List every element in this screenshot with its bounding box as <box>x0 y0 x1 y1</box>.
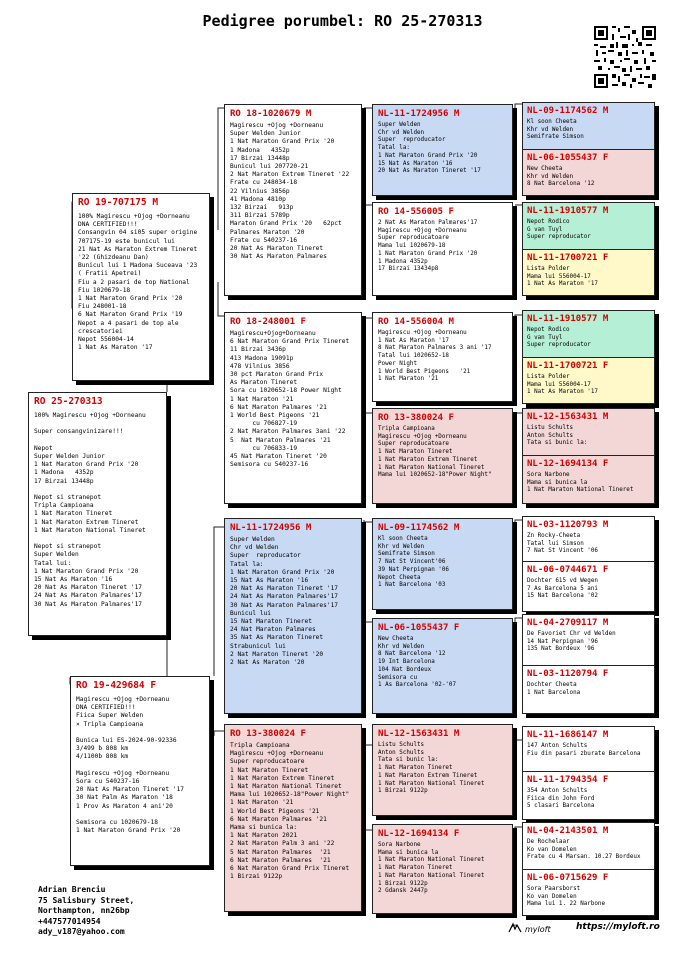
pigeon-notes: Nepot Rodico G van Tuyl Super reproducator <box>527 327 591 349</box>
ring-number: NL-03-1120793 M <box>527 520 609 530</box>
myloft-logo-icon <box>508 922 522 936</box>
qr-code <box>592 24 658 90</box>
ring-number: RO 14-556005 F <box>378 207 454 217</box>
pigeon-notes: 354 Anton Schults Fiica din John Ford 5 clasari Barcelona <box>527 788 595 810</box>
ring-number: NL-12-1563431 M <box>527 412 609 422</box>
pigeon-notes: Kl soon Cheeta Khr vd Welden Semifrate Simson 7 Nat St Vincent'06 39 Nat Perpignan '06 Nepot Cheeta 1 Nat Barcelona '03 <box>378 536 449 589</box>
pigeon-notes: Lista Polder Mama lui 556004-17 1 Nat As Maraton '17 <box>527 266 598 288</box>
pigeon-notes: Listu Schults Anton Schults Tata si bunic la: <box>527 425 588 447</box>
g4-pair-2 <box>522 202 655 296</box>
pigeon-notes: De Rochelaar Ko van Domelen Frate cu 4 Marsan. 10.27 Bordeux <box>527 839 641 861</box>
dsd-card <box>372 618 513 714</box>
ring-number: NL-11-1724956 M <box>378 109 460 119</box>
owner-city: Northampton, nn26bp <box>38 906 130 915</box>
myloft-logo <box>508 922 551 936</box>
sdd-card <box>372 408 513 504</box>
ring-number: RO 19-707175 M <box>78 197 159 208</box>
g4-pair-8 <box>522 822 655 916</box>
ring-number: NL-11-1794354 F <box>527 775 609 785</box>
pigeon-notes: Magirescu +Ojog +Dorneanu DNA CERTIFIED!!! Fiica Super Welden × Tripla Campioana Bunica lui ES-2024-90-92336 3/499 b 808 km 4/1100b 808 km Magirescu +Ojog +Dorneanu Sora cu 540237-16 20 Nat As Maraton Tineret '17 30 Nat Palm As Maraton '18 1 Prov As Maraton 4 ani'20 Semisora cu 1020679-18 1 Nat Maraton Grand Prix '20 <box>76 696 185 835</box>
g4-pair-7 <box>522 726 655 820</box>
g4-pair-4 <box>522 408 655 504</box>
dss-card <box>372 518 513 610</box>
pigeon-notes: Dochter Cheeta 1 Nat Barcelona <box>527 682 581 696</box>
ring-number: NL-12-1694134 F <box>527 459 609 469</box>
owner-phone: +447577014954 <box>38 916 101 926</box>
ring-number: NL-12-1694134 F <box>378 829 460 839</box>
sire-card <box>72 193 210 381</box>
pigeon-notes: Listu Schults Anton Schults Tata si bunic la: 1 Nat Maraton Tineret 1 Nat Maraton Extrem Tineret 1 Nat Maraton National Tineret 1 Birzai 9122p <box>378 742 485 795</box>
ring-number: NL-04-2143501 M <box>527 826 609 836</box>
ring-number: NL-06-1055437 F <box>527 153 609 163</box>
g4-pair-3 <box>522 310 655 404</box>
ring-number: NL-06-1055437 F <box>378 623 460 633</box>
g4-pair-6 <box>522 614 655 714</box>
website-link[interactable]: https://myloft.ro <box>576 922 660 932</box>
ring-number: NL-11-1700721 F <box>527 253 609 263</box>
pigeon-notes: Lista Polder Mama lui 556004-17 1 Nat As Maraton '17 <box>527 374 598 396</box>
ring-number: RO 13-380024 F <box>230 729 306 739</box>
pigeon-notes: Super Welden Chr vd Welden Super reproducator Tatal la: 1 Nat Maraton Grand Prix '20 15 Nat As Maraton '16 20 Nat As Maraton Tineret '17 24 Nat As Maraton Palmares'17 30 Nat As Maraton Palmares'17 Bunicul lui 15 Nat Maraton Tineret 24 Nat Maraton Palmares 35 Nat As Maraton Tineret Strabunicul lui 2 Nat Maraton Tineret '20 2 Nat As Maraton '20 <box>230 536 339 667</box>
ring-number: NL-11-1724956 M <box>230 523 312 533</box>
ssd-card <box>372 202 513 296</box>
pigeon-notes: Kl soon Cheeta Khr vd Welden Semifrate Simson <box>527 119 584 141</box>
ring-number: NL-06-0744671 F <box>527 565 609 575</box>
owner-name: Adrian Brenciu <box>38 885 106 894</box>
ring-number: RO 13-380024 F <box>378 413 454 423</box>
ring-number: RO 19-429684 F <box>76 680 157 691</box>
ring-number: NL-04-2709117 M <box>527 618 609 628</box>
ring-number: NL-03-1120794 F <box>527 669 609 679</box>
pigeon-notes: 2 Nat As Maraton Palmares'17 Magirescu +Ojog +Dorneanu Super reproducatoare Mama lui 1020679-18 1 Nat Maraton Grand Prix '20 1 Madona 4352p 17 Birzai 13434p8 <box>378 220 478 273</box>
ddd-card <box>372 824 513 914</box>
ring-number: RO 18-248001 F <box>230 317 306 327</box>
pigeon-notes: 100% Magirescu +Ojog +Dorneanu DNA CERTIFIED!!! Consangvin 04 si05 super origine 707175-19 este bunicul lui 21 Nat As Maraton Extrem Tineret '22 (Ghizdeanu Dan) Bunicul lui 1 Madona Suceava '23 ( Fratii Apetrei) Fiu a 2 pasari de top National Fiu 1020679-18 1 Nat Maraton Grand Prix '20 Fiu 248001-18 6 Nat Maraton Grand Prix '19 Nepot a 4 pasari de top ale crescatoriei Nepot 556004-14 1 Nat As Maraton '17 <box>78 213 198 352</box>
pigeon-notes: New Cheeta Khr vd Welden 8 Nat Barcelona '12 19 Int Barcelona 104 Nat Bordeux Semisora cu 1 As Barcelona '02-'07 <box>378 636 457 689</box>
dam-sire-card <box>224 518 362 714</box>
ring-number: NL-11-1910577 M <box>527 314 609 324</box>
pigeon-notes: Tripla Campioana Magirescu +Ojog +Dorneanu Super reproducatoare 1 Nat Maraton Tineret 1 Nat Maraton Extrem Tineret 1 Nat Maraton National Tineret Mama lui 1020652-18"Power Night" <box>378 426 492 479</box>
g4-pair-5 <box>522 516 655 612</box>
logo-text: myloft <box>525 924 551 934</box>
pigeon-notes: 100% Magirescu +Ojog +Dorneanu Super consangvinizare!!! Nepot Super Welden Junior 1 Nat Maraton Grand Prix '20 1 Madona 4352p 17 Birzai 13448p Nepot si stranepot Tripla Campioana 1 Nat Maraton Tineret 1 Nat Maraton Extrem Tineret 1 Nat Maraton National Tineret Nepot si stranepot Super Welden Tatal lui: 1 Nat Maraton Grand Prix '20 15 Nat As Maraton '16 20 Nat As Maraton Tineret '17 24 Nat As Maraton Palmares'17 30 Nat As Maraton Palmares'17 <box>34 412 146 608</box>
pigeon-notes: Zn Rocky-Cheeta Tatal lui Simson 7 Nat St Vincent '06 <box>527 533 598 555</box>
pigeon-notes: Magirescu+Ojog+Dorneanu 6 Nat Maraton Grand Prix Tineret 11 Birzai 3436p 413 Madona 19091p 478 Vilnius 3856 30 pct Maraton Grand Prix As Maraton Tineret Sora cu 1020652-18 Power Night 1 Nat Maraton '21 6 Nat Maraton Palmares '21 1 World Best Pigeons '21 cu 706827-19 2 Nat Maraton Palmares 3ani '22 5 Nat Maraton Palmares '21 cu 706833-19 45 Nat Maraton Tineret '20 Semisora cu 540237-16 <box>230 330 350 469</box>
owner-contact <box>38 885 134 938</box>
pigeon-notes: Tripla Campioana Magirescu +Ojog +Dorneanu Super reproducatoare 1 Nat Maraton Tineret 1 Nat Maraton Extrem Tineret 1 Nat Maraton National Tineret Mama lui 1020652-18"Power Night" 1 Nat Maraton '21 1 World Best Pigeons '21 6 Nat Maraton Palmares '21 Mama si bunica la: 1 Nat Maraton 2021 2 Nat Maraton Palm 3 ani '22 5 Nat Maraton Palmares '21 6 Nat Maraton Palmares '21 6 Nat Maraton Grand Prix Tineret 1 Birzai 9122p <box>230 742 350 881</box>
pigeon-notes: Nepot Rodico G van Tuyl Super reproducator <box>527 219 591 241</box>
pigeon-notes: Sora Narbone Mama si bunica la 1 Nat Maraton National Tineret <box>527 472 634 494</box>
sds-card <box>372 312 513 402</box>
ring-number: RO 18-1020679 M <box>230 109 312 119</box>
dds-card <box>372 724 513 816</box>
pigeon-notes: Super Welden Chr vd Welden Super reproducator Tatal la: 1 Nat Maraton Grand Prix '20 15 Nat As Maraton '16 20 Nat As Maraton Tineret '17 <box>378 122 481 175</box>
sire-sire-card <box>224 104 362 296</box>
ring-number: NL-09-1174562 M <box>527 106 609 116</box>
ring-number: NL-11-1686147 M <box>527 730 609 740</box>
pigeon-notes: Sora Narbone Mama si bunica la 1 Nat Maraton National Tineret 1 Nat Maraton Tineret 1 Nat Maraton National Tineret 1 Birzai 9122p 2 Gdansk 2447p <box>378 842 485 895</box>
page-title: Pedigree porumbel: RO 25-270313 <box>202 12 483 30</box>
owner-street: 75 Salisbury Street, <box>38 895 135 905</box>
pigeon-notes: Dochter 615 vd Wegen 7 As Barcelona 5 ani 15 Nat Barcelona '02 <box>527 578 598 600</box>
pigeon-notes: New Cheeta Khr vd Welden 8 Nat Barcelona '12 <box>527 166 595 188</box>
sire-dam-card <box>224 312 362 504</box>
pigeon-notes: Sora Paarsborst Ko van Domelen Mama lui 1. 22 Narbone <box>527 886 606 908</box>
ring-number: NL-06-0715629 F <box>527 873 609 883</box>
g4-pair-1 <box>522 102 655 196</box>
pigeon-notes: 147 Anton Schults Fiu din pasari zburate Barcelona <box>527 743 641 757</box>
ring-number: NL-09-1174562 M <box>378 523 460 533</box>
ring-number: NL-11-1700721 F <box>527 361 609 371</box>
dam-card <box>70 676 210 866</box>
dam-dam-card <box>224 724 362 912</box>
sss-card <box>372 104 513 196</box>
pigeon-notes: Magirescu +Ojog +Dorneanu Super Welden Junior 1 Nat Maraton Grand Prix '20 1 Madona 4352p 17 Birzai 13448p Bunicul lui 207720-21 2 Nat Maraton Extrem Tineret '22 Frate cu 248034-18 22 Vilnius 3856p 41 Madona 4810p 132 Birzai 913p 311 Birzai 5789p Maraton Grand Prix '20 62pct Palmares Maraton '20 Frate cu 540237-16 20 Nat As Maraton Tineret 30 Nat As Maraton Palmares <box>230 122 350 261</box>
pigeon-notes: Magirescu +Ojog +Dorneanu 1 Nat As Maraton '17 8 Nat Maraton Palmares 3 ani '17 Tatal lui 1020652-18 Power Night 1 World Best Pigeons '21 1 Nat Maraton '21 <box>378 330 492 383</box>
pigeon-notes: De Favoriet Chr vd Welden 14 Nat Perpignan '96 135 Nat Bordeux '96 <box>527 631 616 653</box>
owner-email: ady_v187@yahoo.com <box>38 927 125 936</box>
ring-number: NL-11-1910577 M <box>527 206 609 216</box>
subject-card <box>28 392 167 636</box>
ring-number: RO 25-270313 <box>34 396 103 407</box>
ring-number: NL-12-1563431 M <box>378 729 460 739</box>
ring-number: RO 14-556004 M <box>378 317 454 327</box>
